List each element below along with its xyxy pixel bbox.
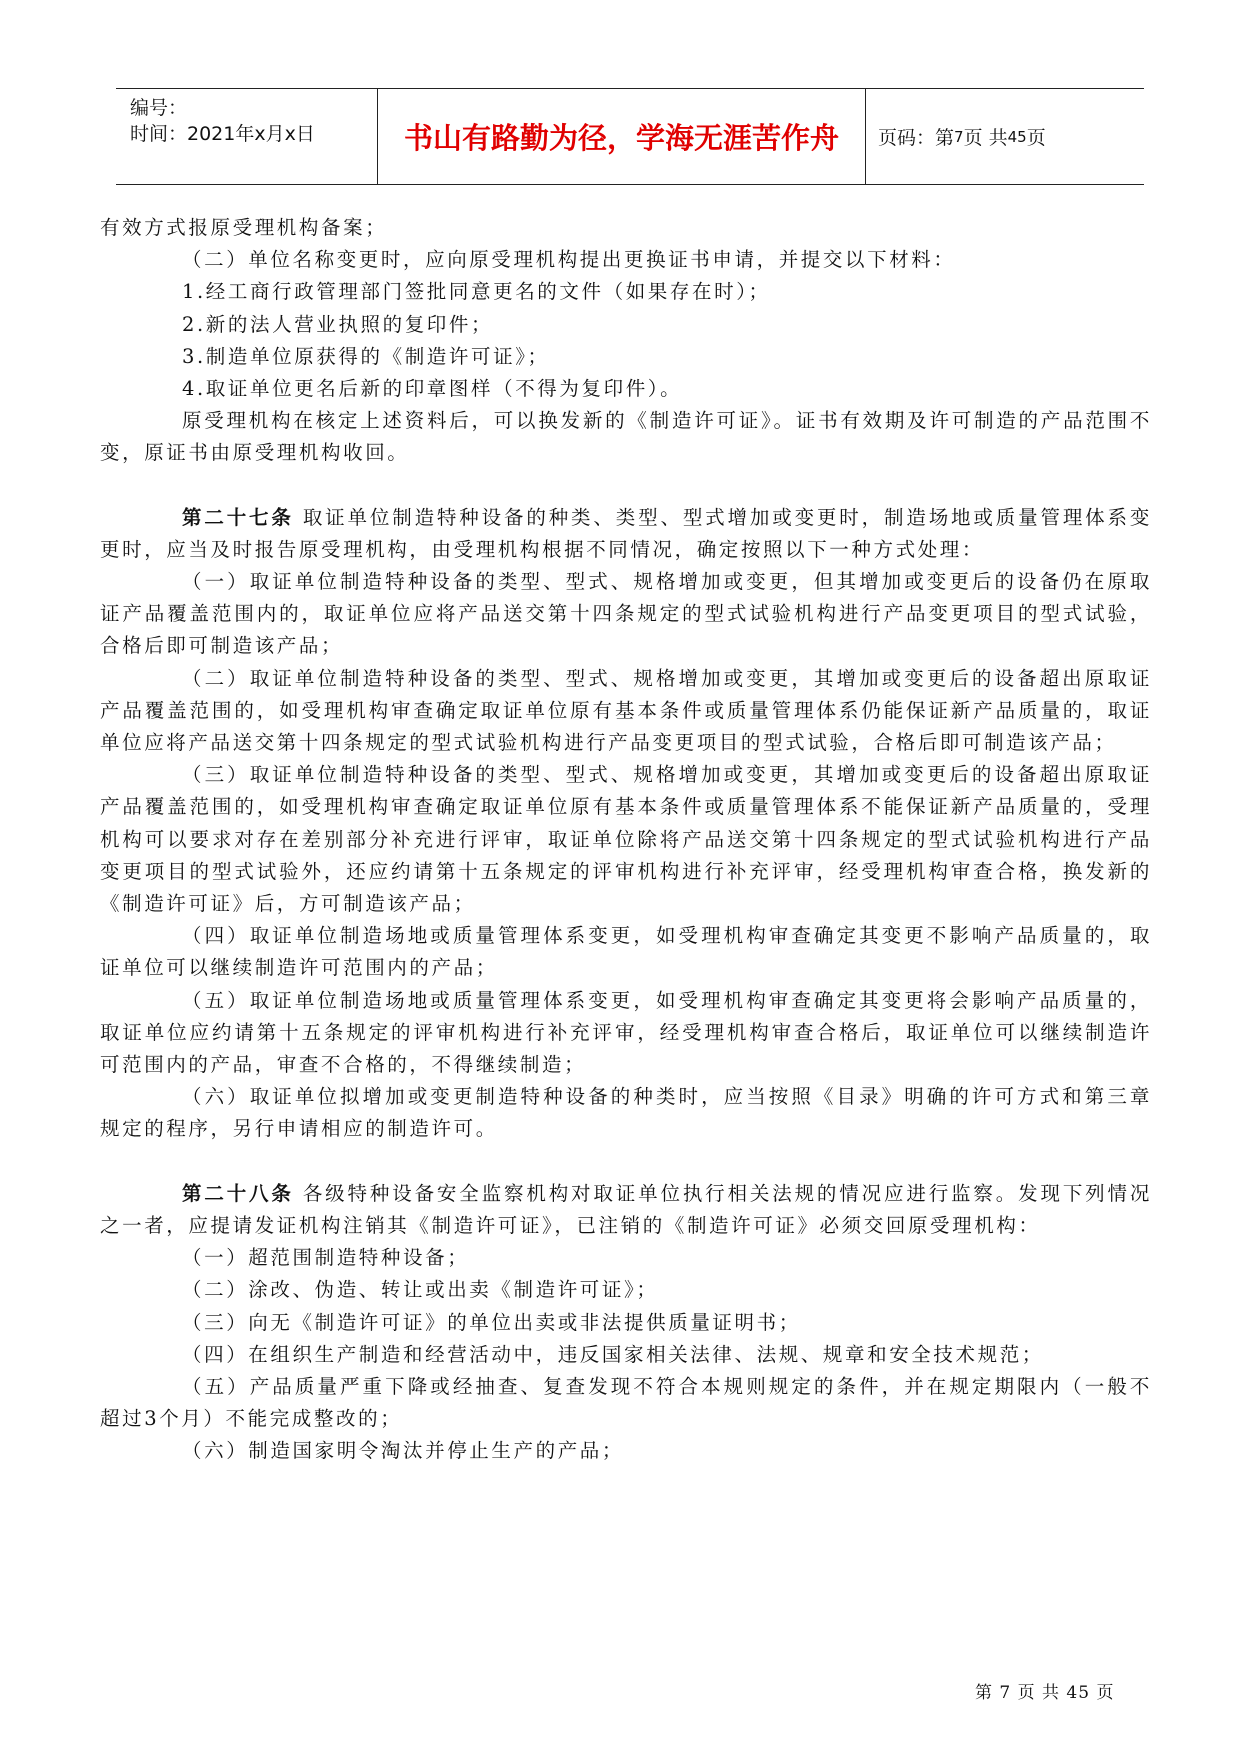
paragraph: （三）取证单位制造特种设备的类型、型式、规格增加或变更，其增加或变更后的设备超出原取证产品覆盖范围的，如受理机构审查确定取证单位原有基本条件或质量管理体系不能保证新产品质量的，受理机构可以要求对存在差别部分补充进行评审，取证单位除将产品送交第十四条规定的型式试验机构进行产品变更项目的型式试验外，还应约请第十五条规定的评审机构进行补充评审，经受理机构审查合格，换发新的《制造许可证》后，方可制造该产品； [100,763,1152,916]
list-item: （三）向无《制造许可证》的单位出卖或非法提供质量证明书； [182,1310,801,1334]
header-motto: 书山有路勤为径，学海无涯苦作舟 [403,121,839,155]
list-item: （四）在组织生产制造和经营活动中，违反国家相关法律、法规、规章和安全技术规范； [182,1342,1044,1366]
list-item: 2.新的法人营业执照的复印件； [182,312,494,336]
header-page-cell [866,89,1144,184]
document-body [100,212,1152,1468]
list-item: 4.取证单位更名后新的印章图样（不得为复印件）。 [182,377,683,401]
list-item: （六）制造国家明令淘汰并停止生产的产品； [182,1439,625,1463]
page-label: 页码：第 [878,127,955,149]
paragraph: （二）单位名称变更时，应向原受理机构提出更换证书申请，并提交以下材料： [182,248,956,272]
paragraph: 原受理机构在核定上述资料后，可以换发新的《制造许可证》。证书有效期及许可制造的产品范围不变，原证书由原受理机构收回。 [100,409,1152,465]
header-table [116,88,1144,185]
document-number-label: 编号： [130,97,188,119]
article-heading: 第二十八条 [182,1181,294,1205]
page-total: 45 [1007,127,1027,146]
paragraph: （六）取证单位拟增加或变更制造特种设备的种类时，应当按照《目录》明确的许可方式和第三章规定的程序，另行申请相应的制造许可。 [100,1085,1152,1141]
header-left-cell [116,89,378,184]
page-end: 页 [1026,127,1046,149]
page-current: 7 [954,127,964,146]
document-time: 时间：2021年x月x日 [130,123,315,145]
article-heading: 第二十七条 [182,505,294,529]
list-item: 3.制造单位原获得的《制造许可证》； [182,344,550,368]
list-item: （一）超范围制造特种设备； [182,1246,470,1270]
list-item: 1.经工商行政管理部门签批同意更名的文件（如果存在时）； [182,280,771,304]
list-item: （二）涂改、伪造、转让或出卖《制造许可证》； [182,1278,659,1302]
page-mid: 页 共 [963,127,1008,149]
list-item: （五）产品质量严重下降或经抽查、复查发现不符合本规则规定的条件，并在规定期限内（一般不超过3个月）不能完成整改的； [100,1374,1152,1431]
paragraph: （一）取证单位制造特种设备的类型、型式、规格增加或变更，但其增加或变更后的设备仍在原取证产品覆盖范围内的，取证单位应将产品送交第十四条规定的型式试验机构进行产品变更项目的型式试验，合格后即可制造该产品； [100,570,1152,658]
article-text: 各级特种设备安全监察机构对取证单位执行相关法规的情况应进行监察。发现下列情况之一者，应提请发证机构注销其《制造许可证》，已注销的《制造许可证》必须交回原受理机构： [100,1181,1152,1237]
page-footer: 第 7 页 共 45 页 [975,1683,1115,1703]
header-motto-cell [378,89,866,184]
paragraph: （五）取证单位制造场地或质量管理体系变更，如受理机构审查确定其变更将会影响产品质量的，取证单位应约请第十五条规定的评审机构进行补充评审，经受理机构审查合格后，取证单位可以继续制造许可范围内的产品，审查不合格的，不得继续制造； [100,988,1152,1077]
article-28 [100,1178,1152,1242]
paragraph: 有效方式报原受理机构备案； [100,216,388,239]
article-text: 取证单位制造特种设备的种类、类型、型式增加或变更时，制造场地或质量管理体系变更时，应当及时报告原受理机构，由受理机构根据不同情况，确定按照以下一种方式处理： [100,505,1152,561]
paragraph: （四）取证单位制造场地或质量管理体系变更，如受理机构审查确定其变更不影响产品质量的，取证单位可以继续制造许可范围内的产品； [100,924,1152,980]
paragraph: （二）取证单位制造特种设备的类型、型式、规格增加或变更，其增加或变更后的设备超出原取证产品覆盖范围的，如受理机构审查确定取证单位原有基本条件或质量管理体系仍能保证新产品质量的，取证单位应将产品送交第十四条规定的型式试验机构进行产品变更项目的型式试验，合格后即可制造该产品； [100,666,1152,755]
article-27 [100,502,1152,566]
